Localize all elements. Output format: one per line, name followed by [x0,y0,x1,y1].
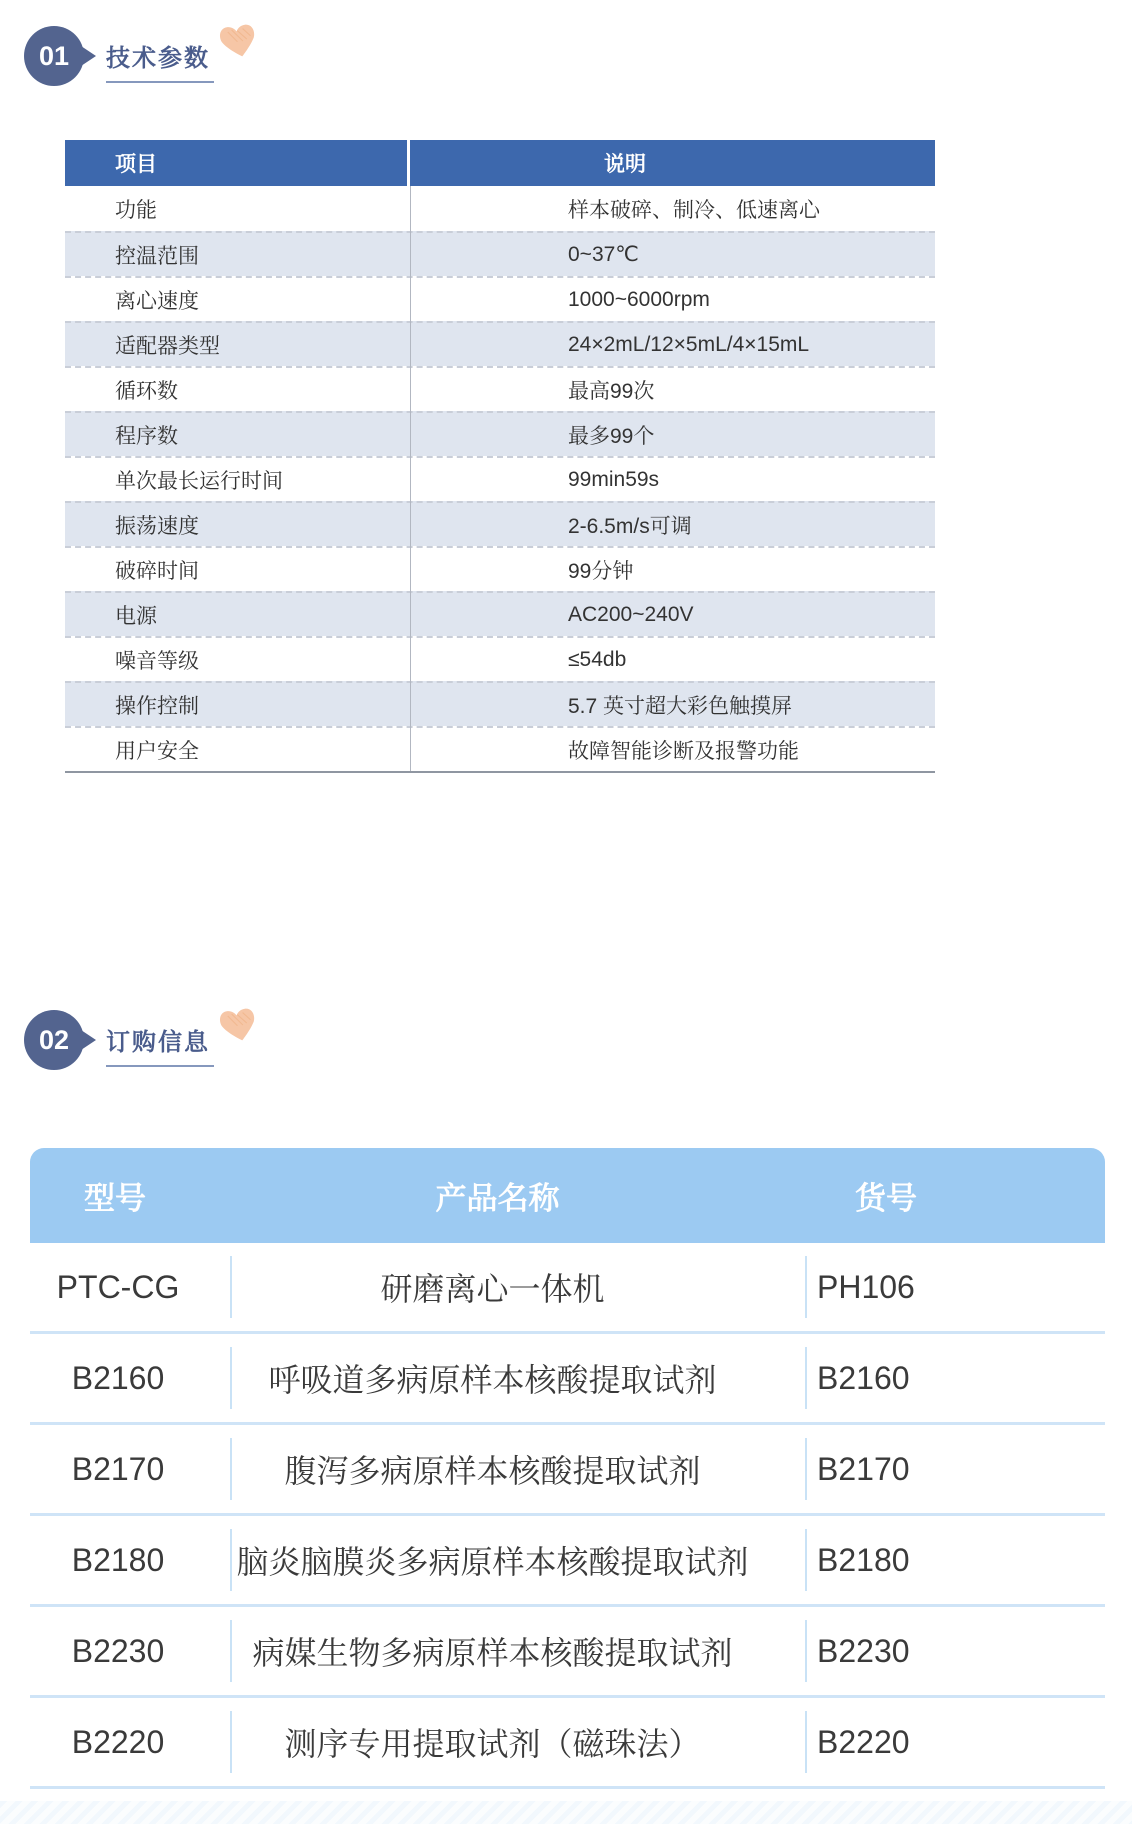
title-underline [106,1065,214,1067]
spec-item-cell: 离心速度 [115,289,199,313]
section-badge-02 [24,1010,84,1070]
order-table [30,1148,1105,1789]
spec-header-item: 项目 [65,140,410,186]
order-table-row [30,1425,1105,1516]
order-code-cell: B2170 [817,1450,910,1487]
badge-pointer [81,46,96,66]
decorative-bottom-band [0,1801,1132,1824]
order-table-row [30,1516,1105,1607]
spec-table-row [65,681,935,726]
order-model-cell: B2160 [71,1359,165,1396]
order-model-cell: B2170 [71,1450,165,1487]
order-header-name: 产品名称 [435,1181,560,1216]
order-name-cell: 呼吸道多病原样本核酸提取试剂 [268,1362,717,1398]
order-column-divider [805,1711,807,1773]
spec-desc-cell: 5.7 英寸超大彩色触摸屏 [568,694,793,718]
order-model-cell: B2220 [71,1723,165,1760]
spec-table-row [65,456,935,501]
badge-pointer [81,1030,96,1050]
spec-desc-cell: 故障智能诊断及报警功能 [568,739,799,763]
spec-desc-cell: 99min59s [568,467,660,491]
order-model-cell: B2230 [71,1632,165,1669]
order-column-divider [230,1256,232,1318]
order-model-cell: PTC-CG [56,1268,180,1305]
order-column-divider [230,1711,232,1773]
spec-table-row [65,636,935,681]
order-code-cell: B2180 [817,1541,910,1578]
order-column-divider [805,1347,807,1409]
order-table-row [30,1243,1105,1334]
spec-header-desc: 说明 [604,153,646,176]
spec-table-row [65,366,935,411]
section-title-wrap [106,38,210,83]
heart-icon [215,999,265,1049]
spec-table-row [65,231,935,276]
order-column-divider [805,1438,807,1500]
spec-desc-cell: AC200~240V [568,602,694,626]
order-table-row [30,1698,1105,1789]
order-column-divider [805,1620,807,1682]
spec-item-cell: 循环数 [115,379,178,403]
order-header-model: 型号 [84,1181,146,1216]
spec-desc-cell: 2-6.5m/s可调 [568,514,692,538]
order-name-cell: 病媒生物多病原样本核酸提取试剂 [252,1635,733,1671]
spec-table [65,140,935,773]
spec-table-rows [65,186,935,771]
order-name-cell: 研磨离心一体机 [380,1271,605,1307]
spec-desc-cell: 最高99次 [568,379,655,403]
spec-table-row [65,546,935,591]
order-table-row [30,1334,1105,1425]
spec-desc-cell: ≤54db [568,647,627,671]
order-table-rows [30,1243,1105,1789]
order-code-cell: PH106 [817,1268,915,1305]
spec-desc-cell: 0~37℃ [568,243,639,266]
order-model-cell: B2180 [71,1541,165,1578]
spec-item-cell: 控温范围 [115,244,199,268]
spec-table-header [65,140,935,186]
spec-item-cell: 用户安全 [115,739,199,763]
spec-desc-cell: 99分钟 [568,559,634,583]
order-column-divider [230,1438,232,1500]
section-title: 技术参数 [106,45,210,72]
order-column-divider [230,1620,232,1682]
order-name-cell: 腹泻多病原样本核酸提取试剂 [284,1453,701,1489]
section-title-wrap [106,1022,210,1067]
spec-item-cell: 适配器类型 [115,334,220,358]
spec-item-cell: 操作控制 [115,694,199,718]
badge-number: 01 [38,40,70,71]
spec-table-row [65,321,935,366]
spec-item-cell: 功能 [115,198,157,222]
order-name-cell: 测序专用提取试剂（磁珠法） [284,1726,701,1762]
order-code-cell: B2230 [817,1632,910,1669]
order-name-cell: 脑炎脑膜炎多病原样本核酸提取试剂 [236,1544,749,1580]
spec-item-cell: 噪音等级 [115,649,199,673]
spec-desc-cell: 1000~6000rpm [568,287,710,311]
badge-number: 02 [38,1024,70,1055]
spec-table-row [65,726,935,771]
spec-desc-cell: 24×2mL/12×5mL/4×15mL [568,332,810,356]
spec-table-row [65,501,935,546]
order-table-header [30,1148,1105,1243]
order-code-cell: B2220 [817,1723,910,1760]
order-code-cell: B2160 [817,1359,910,1396]
spec-table-body [65,186,935,773]
section-badge-01 [24,26,84,86]
title-underline [106,81,214,83]
spec-column-divider [410,186,411,771]
spec-desc-cell: 样本破碎、制冷、低速离心 [568,198,820,222]
order-column-divider [805,1256,807,1318]
order-column-divider [230,1347,232,1409]
spec-table-row [65,186,935,231]
section-header-specs [24,26,262,86]
spec-desc-cell: 最多99个 [568,424,655,448]
section-header-ordering [24,1010,262,1070]
spec-item-cell: 单次最长运行时间 [115,469,283,493]
spec-item-cell: 电源 [115,604,157,628]
spec-item-cell: 破碎时间 [115,559,199,583]
spec-table-row [65,411,935,456]
order-header-code: 货号 [855,1181,917,1216]
heart-icon [215,15,265,65]
order-column-divider [230,1529,232,1591]
spec-table-row [65,591,935,636]
order-column-divider [805,1529,807,1591]
section-title: 订购信息 [106,1029,210,1056]
order-table-row [30,1607,1105,1698]
spec-item-cell: 程序数 [115,424,178,448]
spec-table-row [65,276,935,321]
spec-item-cell: 振荡速度 [115,514,199,538]
